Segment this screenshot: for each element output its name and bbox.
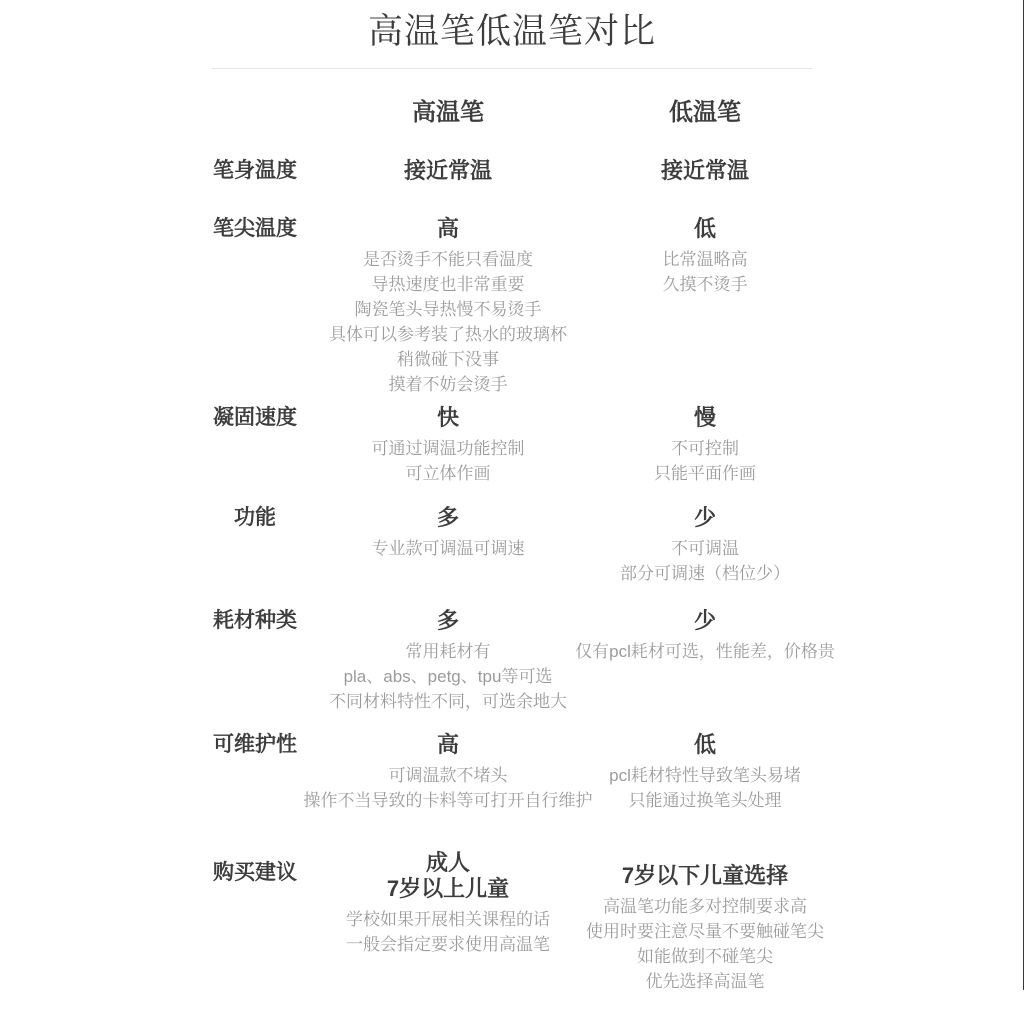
table-row [212, 505, 812, 586]
column-header-low-temp-pen: 低温笔 [669, 99, 741, 126]
cell-note: 部分可调速（档位少） [620, 564, 790, 583]
cell-note: 摸着不妨会烫手 [388, 375, 508, 394]
cell-note: 可立体作画 [405, 464, 491, 483]
cell-value-line: 成人 [425, 850, 470, 875]
row-label: 耗材种类 [213, 609, 297, 632]
cell-value-line: 多 [436, 505, 459, 530]
cell-note: 稍微碰下没事 [397, 350, 499, 369]
cell-value-line: 接近常温 [660, 158, 749, 183]
cell-notes [329, 639, 567, 714]
cell-notes [329, 247, 567, 397]
table-row [212, 216, 812, 397]
cell-notes [304, 763, 593, 813]
row-label: 笔身温度 [213, 159, 297, 182]
cell-note: pcl耗材特性导致笔头易堵 [609, 766, 801, 785]
label-cell [212, 850, 298, 886]
cell-note: 只能平面作画 [654, 464, 756, 483]
cell-note: 可调温款不堵头 [388, 766, 508, 785]
cell-value [661, 158, 749, 184]
label-cell [212, 216, 298, 242]
cell-value-line: 7岁以下儿童选择 [621, 863, 789, 888]
cell-notes [575, 639, 835, 664]
cell-note: 具体可以参考装了热水的玻璃杯 [329, 325, 567, 344]
label-cell [212, 732, 298, 758]
table-header-row [212, 100, 812, 126]
cell-value [694, 608, 716, 634]
low-cell [598, 158, 812, 184]
cell-note: 是否烫手不能只看温度 [363, 250, 533, 269]
cell-notes [586, 894, 824, 994]
cell-note: 常用耗材有 [405, 642, 491, 661]
low-cell [586, 850, 824, 994]
cell-value-line: 7岁以上儿童 [386, 876, 510, 901]
cell-note: 不可控制 [671, 439, 739, 458]
cell-note: 导热速度也非常重要 [371, 275, 525, 294]
cell-value [387, 850, 509, 902]
low-cell [598, 405, 812, 486]
cell-value-line: 低 [693, 216, 716, 241]
cell-value-line: 低 [693, 732, 716, 757]
cell-value-line: 慢 [693, 405, 716, 430]
cell-value [437, 608, 459, 634]
cell-notes [609, 763, 801, 813]
content-area [212, 0, 835, 994]
cell-note: 不同材料特性不同，可选余地大 [329, 692, 567, 711]
high-cell [298, 850, 598, 957]
cell-value [437, 216, 459, 242]
high-cell [298, 505, 598, 561]
cell-note: 如能做到不碰笔尖 [637, 947, 773, 966]
table-row [212, 850, 824, 994]
cell-value [622, 850, 788, 889]
cell-value-line: 多 [436, 608, 459, 633]
cell-value-line: 少 [693, 505, 716, 530]
cell-value-line: 高 [436, 732, 459, 757]
cell-note: pla、abs、petg、tpu等可选 [343, 667, 553, 686]
cell-notes [620, 536, 790, 586]
cell-value [404, 158, 492, 184]
row-label: 功能 [234, 506, 276, 529]
page-title: 高温笔低温笔对比 [367, 12, 656, 51]
high-cell [298, 405, 598, 486]
title-divider [212, 68, 812, 69]
cell-note: 不可调温 [671, 539, 739, 558]
cell-note: 一般会指定要求使用高温笔 [346, 935, 550, 954]
low-cell [598, 505, 812, 586]
row-label: 凝固速度 [213, 406, 297, 429]
cell-value [437, 505, 459, 531]
cell-note: 只能通过换笔头处理 [628, 791, 782, 810]
cell-note: 使用时要注意尽量不要触碰笔尖 [586, 922, 824, 941]
cell-note: 久摸不烫手 [662, 275, 748, 294]
cell-value [694, 216, 716, 242]
row-label: 笔尖温度 [213, 217, 297, 240]
cell-value-line: 少 [693, 608, 716, 633]
table-row [212, 405, 812, 486]
cell-notes [654, 436, 756, 486]
high-cell [298, 216, 598, 397]
cell-note: 高温笔功能多对控制要求高 [603, 897, 807, 916]
cell-value-line: 高 [436, 216, 459, 241]
cell-notes [346, 907, 550, 957]
label-cell [212, 505, 298, 531]
cell-value-line: 快 [436, 405, 459, 430]
cell-value [694, 505, 716, 531]
table-row [212, 158, 812, 184]
low-cell [575, 608, 835, 664]
cell-notes [663, 247, 748, 297]
cell-note: 优先选择高温笔 [645, 972, 765, 991]
cell-note: 可通过调温功能控制 [371, 439, 525, 458]
cell-value [437, 405, 459, 431]
cell-value [694, 405, 716, 431]
table-row [212, 608, 835, 714]
cell-note: 比常温略高 [662, 250, 748, 269]
cell-note: 陶瓷笔头导热慢不易烫手 [354, 300, 542, 319]
table-rows [212, 158, 835, 994]
table-row [212, 732, 812, 813]
cell-note: 专业款可调温可调速 [371, 539, 525, 558]
cell-note: 学校如果开展相关课程的话 [346, 910, 550, 929]
row-label: 购买建议 [213, 861, 297, 884]
high-cell [298, 158, 598, 184]
cell-value-line: 接近常温 [403, 158, 492, 183]
row-label: 可维护性 [213, 733, 297, 756]
cell-note: 仅有pcl耗材可选，性能差，价格贵 [575, 642, 835, 661]
high-cell [298, 608, 598, 714]
cell-value [694, 732, 716, 758]
low-cell [598, 216, 812, 297]
label-cell [212, 158, 298, 184]
cell-value [437, 732, 459, 758]
label-cell [212, 608, 298, 634]
cell-notes [372, 436, 525, 486]
cell-notes [372, 536, 525, 561]
high-cell [298, 732, 598, 813]
label-cell [212, 405, 298, 431]
column-header-high-temp-pen: 高温笔 [412, 99, 484, 126]
low-cell [598, 732, 812, 813]
cell-note: 操作不当导致的卡料等可打开自行维护 [303, 791, 593, 810]
